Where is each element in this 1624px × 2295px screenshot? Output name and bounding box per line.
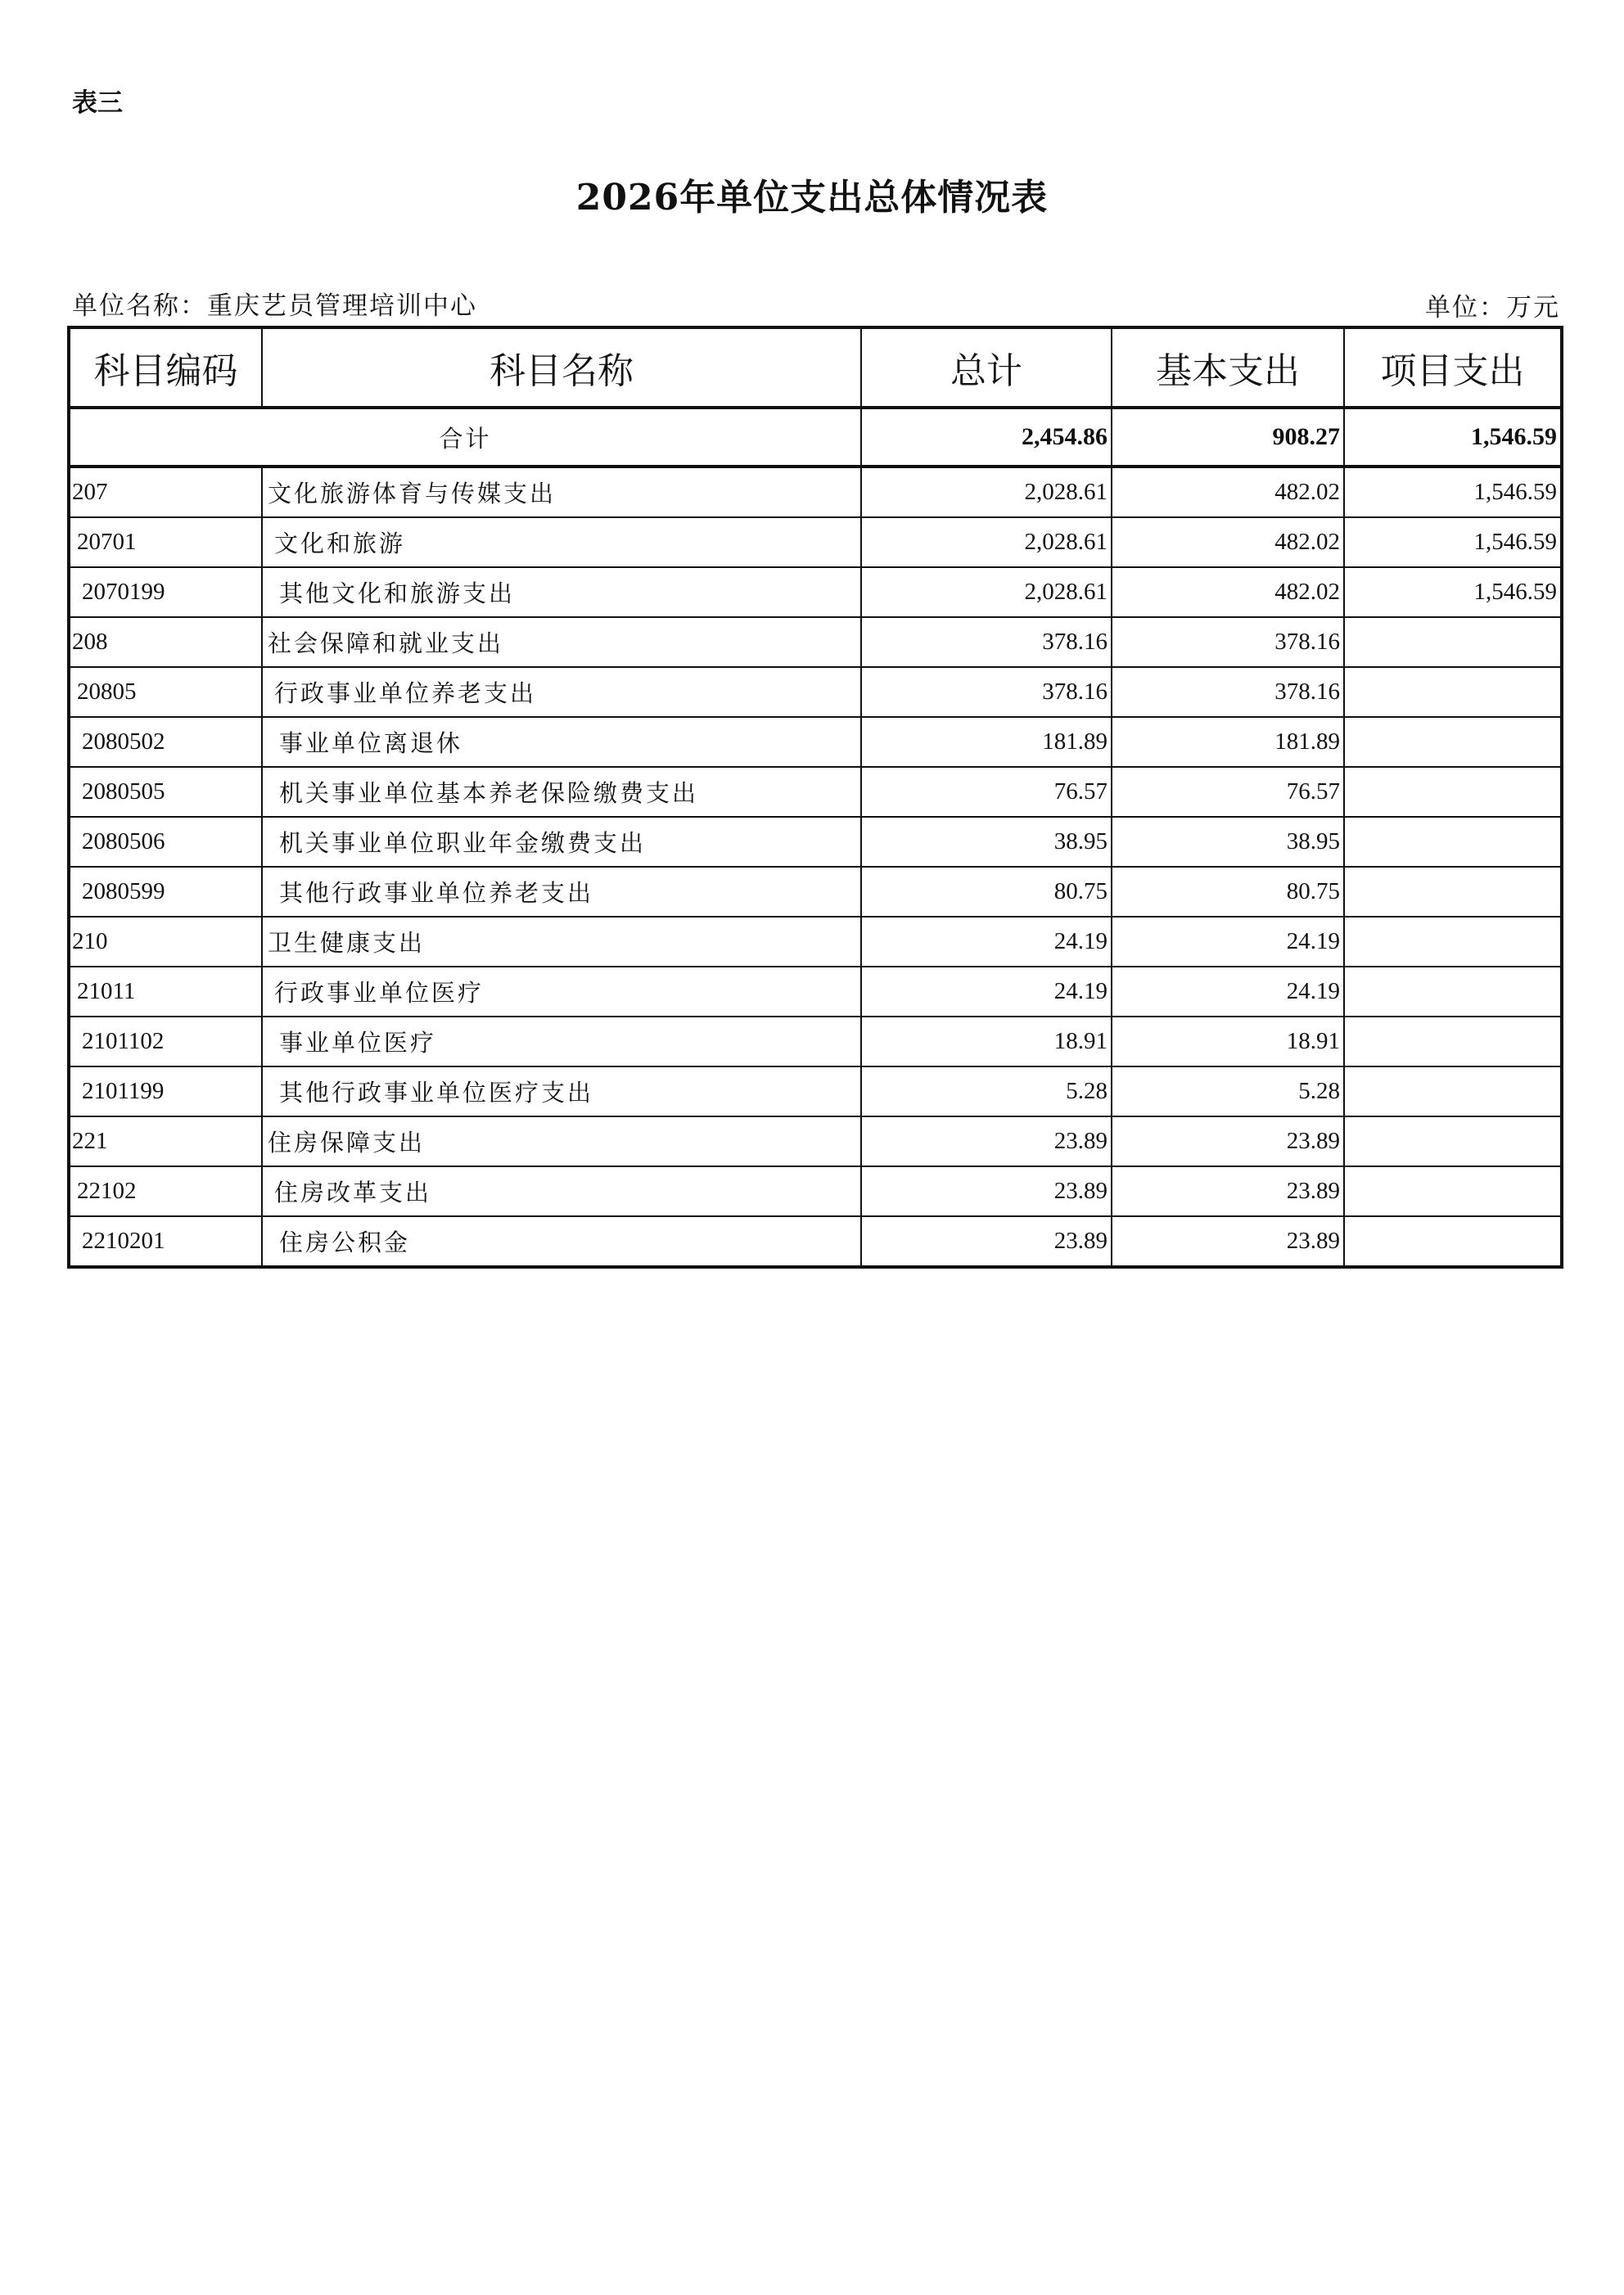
total-total: 2,454.86 <box>861 408 1112 467</box>
row-project <box>1344 1166 1562 1216</box>
total-label: 合计 <box>69 408 861 467</box>
row-total: 80.75 <box>861 867 1112 917</box>
row-name: 其他行政事业单位养老支出 <box>262 867 861 917</box>
row-total: 76.57 <box>861 767 1112 817</box>
row-total: 23.89 <box>861 1116 1112 1166</box>
row-code: 21011 <box>69 967 262 1017</box>
row-project <box>1344 1216 1562 1267</box>
header-code: 科目编码 <box>69 327 262 408</box>
table-header-row <box>69 327 1562 408</box>
row-code: 2080506 <box>69 817 262 867</box>
row-total: 2,028.61 <box>861 517 1112 567</box>
row-code: 2101102 <box>69 1017 262 1066</box>
row-code: 221 <box>69 1116 262 1166</box>
row-total: 23.89 <box>861 1166 1112 1216</box>
row-name: 文化和旅游 <box>262 517 861 567</box>
row-basic: 24.19 <box>1112 917 1344 967</box>
row-project <box>1344 617 1562 667</box>
row-project: 1,546.59 <box>1344 567 1562 617</box>
row-project <box>1344 717 1562 767</box>
header-basic: 基本支出 <box>1112 327 1344 408</box>
row-total: 181.89 <box>861 717 1112 767</box>
row-basic: 5.28 <box>1112 1066 1344 1116</box>
unit-name: 单位名称：重庆艺员管理培训中心 <box>72 291 477 321</box>
row-name: 行政事业单位养老支出 <box>262 667 861 717</box>
total-project: 1,546.59 <box>1344 408 1562 467</box>
row-basic: 76.57 <box>1112 767 1344 817</box>
row-code: 2080505 <box>69 767 262 817</box>
row-basic: 482.02 <box>1112 567 1344 617</box>
row-project <box>1344 1066 1562 1116</box>
row-project: 1,546.59 <box>1344 467 1562 517</box>
table-row <box>69 467 1562 517</box>
row-name: 机关事业单位职业年金缴费支出 <box>262 817 861 867</box>
table-row <box>69 617 1562 667</box>
header-name: 科目名称 <box>262 327 861 408</box>
row-project <box>1344 1116 1562 1166</box>
row-total: 2,028.61 <box>861 567 1112 617</box>
table-row <box>69 867 1562 917</box>
row-code: 208 <box>69 617 262 667</box>
table-row <box>69 667 1562 717</box>
table-row <box>69 1066 1562 1116</box>
row-name: 卫生健康支出 <box>262 917 861 967</box>
row-code: 210 <box>69 917 262 967</box>
table-row <box>69 967 1562 1017</box>
header-project: 项目支出 <box>1344 327 1562 408</box>
row-project <box>1344 767 1562 817</box>
row-name: 行政事业单位医疗 <box>262 967 861 1017</box>
table-row <box>69 567 1562 617</box>
row-basic: 80.75 <box>1112 867 1344 917</box>
row-name: 住房改革支出 <box>262 1166 861 1216</box>
row-code: 2101199 <box>69 1066 262 1116</box>
row-name: 其他行政事业单位医疗支出 <box>262 1066 861 1116</box>
unit-of-measure: 单位：万元 <box>1425 293 1560 322</box>
row-basic: 18.91 <box>1112 1017 1344 1066</box>
row-total: 24.19 <box>861 967 1112 1017</box>
row-code: 22102 <box>69 1166 262 1216</box>
row-total: 24.19 <box>861 917 1112 967</box>
page-label: 表三 <box>72 88 123 118</box>
row-basic: 482.02 <box>1112 517 1344 567</box>
expenditure-table <box>67 326 1563 1269</box>
table-row <box>69 1017 1562 1066</box>
table-row <box>69 917 1562 967</box>
table-row <box>69 817 1562 867</box>
row-total: 38.95 <box>861 817 1112 867</box>
table-row <box>69 1216 1562 1267</box>
row-basic: 378.16 <box>1112 617 1344 667</box>
row-project <box>1344 917 1562 967</box>
header-total: 总计 <box>861 327 1112 408</box>
row-project <box>1344 667 1562 717</box>
row-name: 事业单位医疗 <box>262 1017 861 1066</box>
row-project <box>1344 967 1562 1017</box>
row-basic: 482.02 <box>1112 467 1344 517</box>
table-row <box>69 1166 1562 1216</box>
table-row <box>69 767 1562 817</box>
row-code: 20701 <box>69 517 262 567</box>
row-total: 2,028.61 <box>861 467 1112 517</box>
document-title: 2026年单位支出总体情况表 <box>575 177 1049 219</box>
row-total: 378.16 <box>861 667 1112 717</box>
row-name: 事业单位离退休 <box>262 717 861 767</box>
table-row <box>69 1116 1562 1166</box>
table-row <box>69 717 1562 767</box>
row-basic: 181.89 <box>1112 717 1344 767</box>
row-name: 文化旅游体育与传媒支出 <box>262 467 861 517</box>
row-total: 23.89 <box>861 1216 1112 1267</box>
row-basic: 38.95 <box>1112 817 1344 867</box>
row-name: 其他文化和旅游支出 <box>262 567 861 617</box>
row-basic: 378.16 <box>1112 667 1344 717</box>
row-project <box>1344 867 1562 917</box>
row-project: 1,546.59 <box>1344 517 1562 567</box>
table-row <box>69 517 1562 567</box>
row-project <box>1344 1017 1562 1066</box>
row-total: 378.16 <box>861 617 1112 667</box>
row-name: 机关事业单位基本养老保险缴费支出 <box>262 767 861 817</box>
row-total: 18.91 <box>861 1017 1112 1066</box>
row-code: 2210201 <box>69 1216 262 1267</box>
row-code: 2080599 <box>69 867 262 917</box>
row-name: 住房公积金 <box>262 1216 861 1267</box>
row-code: 2080502 <box>69 717 262 767</box>
total-basic: 908.27 <box>1112 408 1344 467</box>
total-row <box>69 408 1562 467</box>
row-basic: 23.89 <box>1112 1116 1344 1166</box>
row-basic: 23.89 <box>1112 1166 1344 1216</box>
row-basic: 23.89 <box>1112 1216 1344 1267</box>
row-project <box>1344 817 1562 867</box>
row-code: 207 <box>69 467 262 517</box>
row-basic: 24.19 <box>1112 967 1344 1017</box>
row-name: 住房保障支出 <box>262 1116 861 1166</box>
row-code: 20805 <box>69 667 262 717</box>
row-total: 5.28 <box>861 1066 1112 1116</box>
row-code: 2070199 <box>69 567 262 617</box>
row-name: 社会保障和就业支出 <box>262 617 861 667</box>
